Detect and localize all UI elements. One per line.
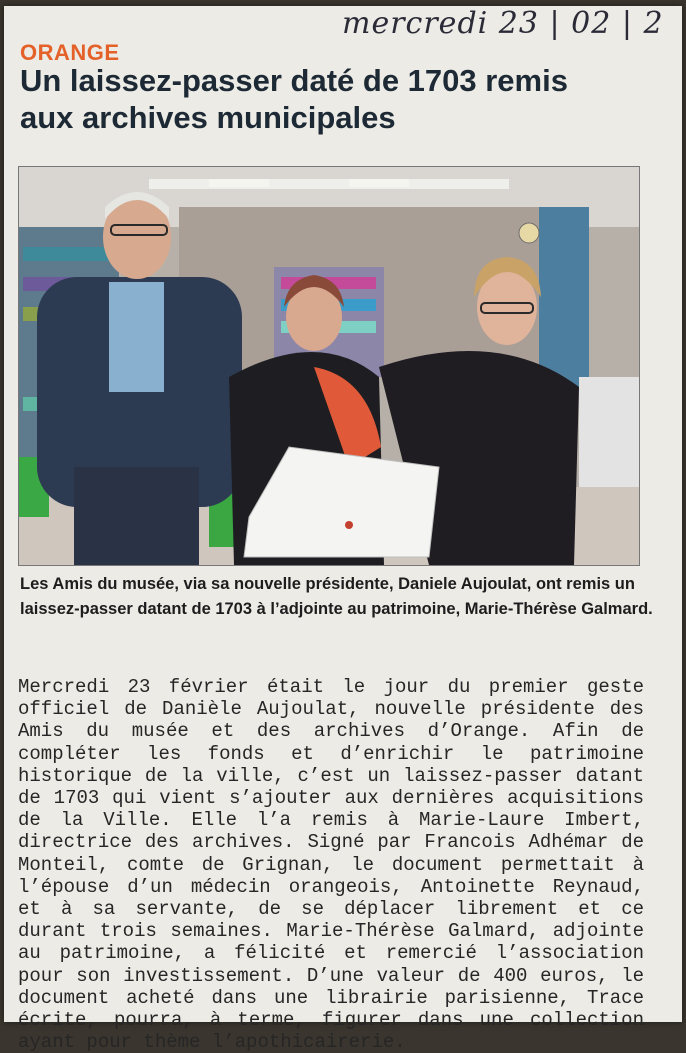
photo-illustration [19,167,639,565]
article-body: Mercredi 23 février était le jour du premier geste officiel de Danièle Aujoulat, nouvelle présidente des Amis du musée et des archives d’Orange. Afin de compléter les fonds et d’enrichir le patrimoine historique de la ville, c’est un laissez-passer datant de 1703 qui vient s’ajouter aux dernières acquisitions de la Ville. Elle l’a remis à Marie-Laure Imbert, directrice des archives. Signé par Francois Adhémar de Monteil, comte de Grignan, le document permettait à l’épouse d’un médecin orangeois, Antoinette Reynaud, et à sa servante, de se déplacer librement et ce durant trois semaines. Marie-Thérèse Galmard, adjointe au patrimoine, a félicité et remercié l’association pour son investissement. D’une valeur de 400 euros, le document acheté dans une librairie parisienne, Trace écrite, pourra, à terme, figurer dans une collection ayant pour thème l’apothicairerie. [18,676,644,1053]
handwritten-date: mercredi 23 | 02 | 2 [342,6,664,41]
section-label: ORANGE [20,40,120,65]
newspaper-clipping [4,6,682,1053]
photo-caption: Les Amis du musée, via sa nouvelle présidente, Daniele Aujoulat, ont remis un laissez-passer datant de 1703 à l’adjointe au patrimoine, Marie-Thérèse Galmard. [20,575,653,618]
article-photo [18,166,640,566]
article-headline: Un laissez-passer daté de 1703 remis aux archives municipales [20,63,568,135]
